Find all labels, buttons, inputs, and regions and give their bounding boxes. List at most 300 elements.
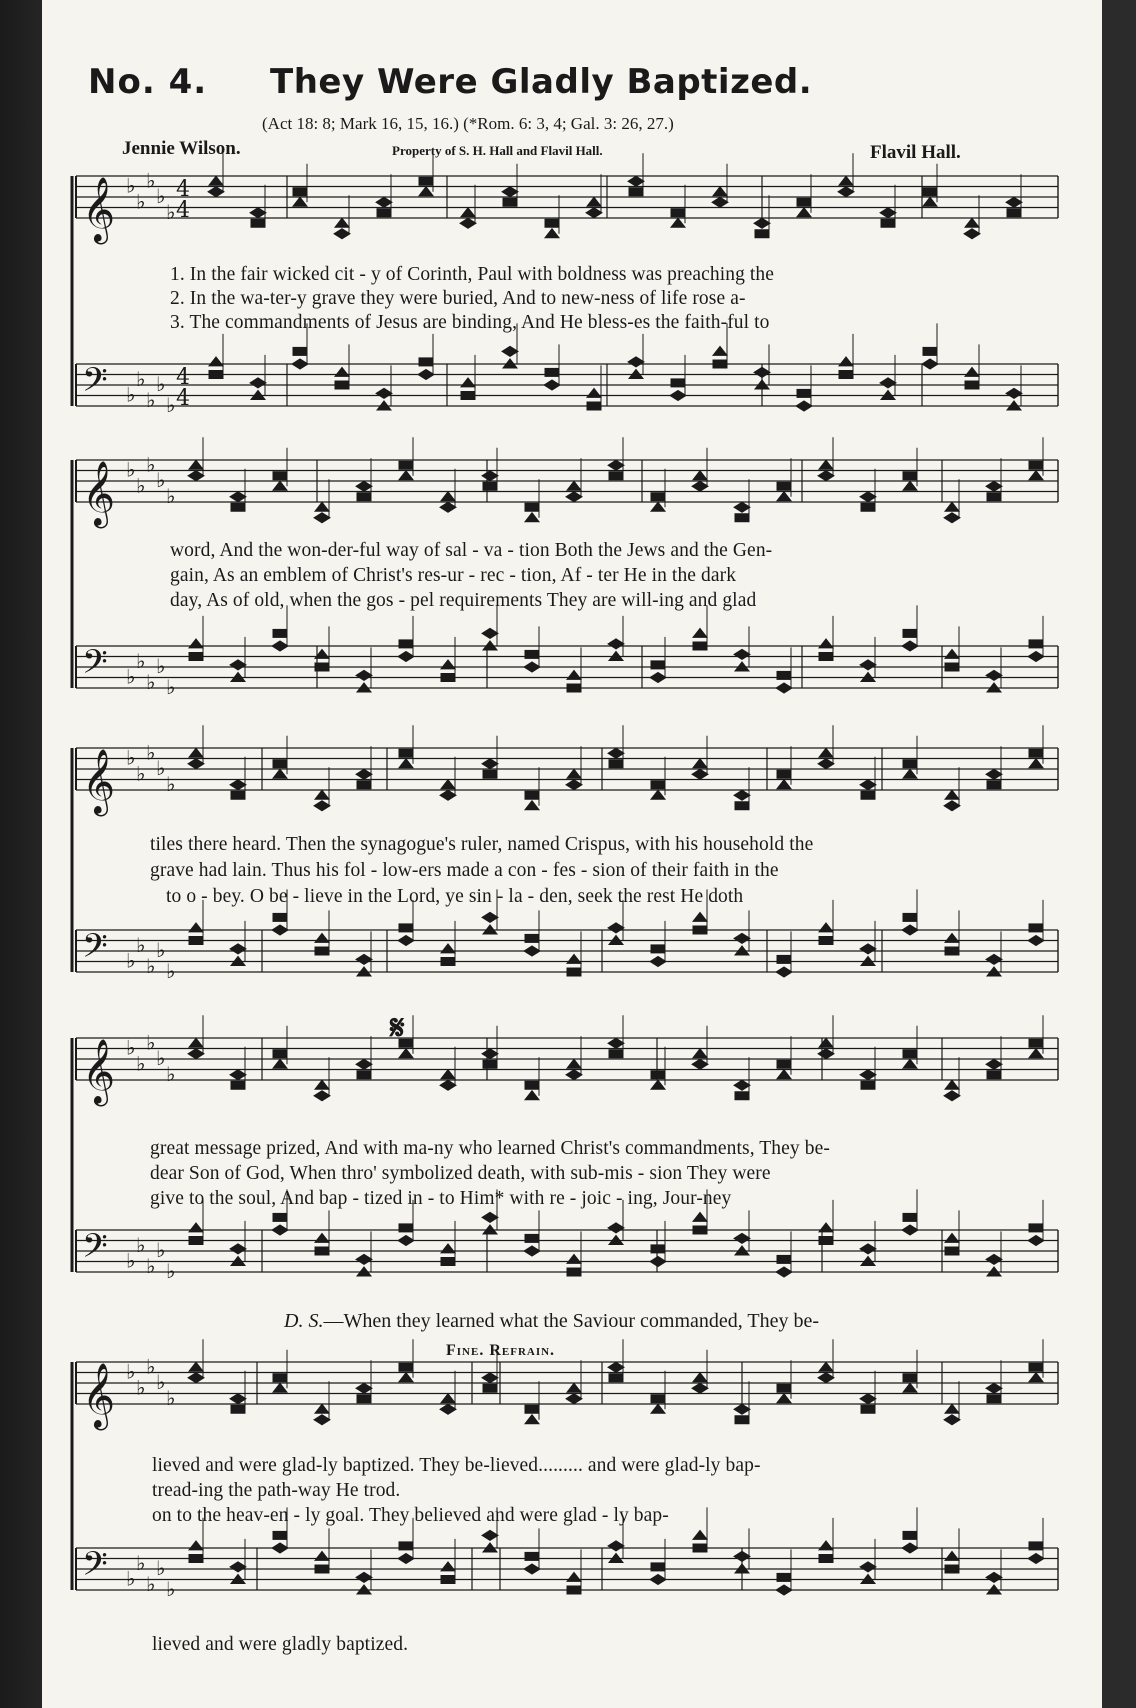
treble-note	[735, 514, 749, 522]
bass-note	[754, 367, 770, 377]
treble-note	[525, 1081, 539, 1089]
treble-note	[483, 1060, 497, 1068]
bass-note	[986, 1572, 1002, 1582]
bass-note	[272, 1225, 288, 1235]
key-flat: ♭	[156, 1370, 166, 1394]
treble-note	[609, 472, 623, 480]
bass-note	[608, 1223, 624, 1233]
bass-note	[1029, 1542, 1043, 1550]
bass-note	[482, 912, 498, 922]
treble-note	[356, 769, 372, 779]
treble-note	[692, 769, 708, 779]
treble-note	[903, 472, 917, 480]
bass-note	[398, 652, 414, 662]
lyric-line-s5-v2: tread-ing the path-way He trod.	[152, 1480, 401, 1501]
treble-note	[273, 1383, 287, 1392]
bass-note	[315, 1551, 329, 1560]
treble-note	[273, 760, 287, 768]
treble-clef: 𝄞	[82, 177, 116, 242]
key-flat: ♭	[136, 1232, 146, 1257]
treble-note	[567, 769, 581, 778]
key-flat: ♭	[156, 756, 166, 780]
treble-note	[860, 1394, 876, 1404]
treble-note	[399, 471, 413, 480]
treble-note	[566, 1070, 582, 1080]
key-flat: ♭	[146, 168, 156, 193]
key-flat: ♭	[166, 1259, 176, 1283]
treble-note	[903, 769, 917, 778]
key-flat: ♭	[146, 387, 156, 412]
treble-note	[735, 802, 749, 810]
treble-note	[987, 1395, 1001, 1403]
treble-note	[189, 460, 203, 469]
treble-note	[399, 461, 413, 469]
key-flat: ♭	[126, 948, 136, 973]
treble-note	[376, 197, 392, 207]
bass-note	[399, 924, 413, 932]
bass-note	[922, 359, 938, 369]
key-flat: ♭	[126, 457, 136, 482]
bass-note	[567, 1268, 581, 1276]
treble-note	[609, 1374, 623, 1382]
bass-clef: 𝄢	[82, 927, 108, 974]
bass-note	[315, 663, 329, 671]
bass-note	[398, 1236, 414, 1246]
bass-note	[482, 1212, 498, 1222]
treble-note	[525, 791, 539, 799]
bass-note	[399, 640, 413, 648]
treble-note	[903, 481, 917, 490]
treble-note	[314, 1091, 330, 1101]
treble-note	[944, 1091, 960, 1101]
treble-note	[441, 1070, 455, 1079]
treble-note	[903, 1059, 917, 1068]
treble-note	[273, 472, 287, 480]
bass-note	[797, 389, 811, 397]
treble-note	[189, 748, 203, 757]
key-flat: ♭	[126, 173, 136, 198]
treble-note	[273, 1050, 287, 1058]
composer: Flavil Hall.	[870, 142, 961, 163]
final-lyric-line: lieved and were gladly baptized.	[152, 1634, 409, 1655]
treble-note	[566, 492, 582, 502]
treble-note	[777, 482, 791, 490]
bass-note	[1029, 640, 1043, 648]
key-flat: ♭	[126, 1248, 136, 1273]
treble-note	[231, 1081, 245, 1089]
lyric-line-s3-v3: to o - bey. O be - lieve in the Lord, ye sin - la - den, seek the rest He doth	[166, 886, 744, 907]
treble-note	[777, 770, 791, 778]
treble-note	[419, 177, 433, 185]
treble-note	[777, 1384, 791, 1392]
bass-note	[860, 660, 876, 670]
bass-note	[902, 1225, 918, 1235]
key-flat: ♭	[146, 1253, 156, 1278]
treble-note	[545, 229, 559, 238]
treble-note	[440, 1404, 456, 1414]
treble-note	[441, 780, 455, 789]
bass-note	[608, 639, 624, 649]
treble-note	[945, 1080, 959, 1089]
bass-note	[441, 1244, 455, 1253]
bass-note	[230, 1244, 246, 1254]
treble-note	[735, 1416, 749, 1424]
treble-note	[461, 208, 475, 217]
treble-note	[357, 781, 371, 789]
bass-note	[945, 1247, 959, 1255]
treble-note	[525, 1091, 539, 1100]
bass-note	[1028, 1236, 1044, 1246]
treble-note	[545, 219, 559, 227]
treble-note	[819, 1362, 833, 1371]
bass-note	[819, 639, 833, 648]
treble-note	[503, 198, 517, 206]
bass-note	[1028, 652, 1044, 662]
bass-note	[860, 944, 876, 954]
treble-note	[860, 1070, 876, 1080]
bass-note	[524, 1564, 540, 1574]
bass-note	[734, 1551, 750, 1561]
treble-note	[419, 187, 433, 196]
treble-note	[188, 1049, 204, 1059]
key-flat: ♭	[146, 452, 156, 477]
bass-note	[776, 1267, 792, 1277]
bass-note	[693, 926, 707, 934]
key-flat: ♭	[136, 1375, 146, 1400]
treble-note	[230, 1070, 246, 1080]
treble-note	[231, 503, 245, 511]
treble-note	[315, 1080, 329, 1089]
bass-note	[273, 1213, 287, 1221]
key-flat: ♭	[156, 1556, 166, 1580]
treble-note	[208, 187, 224, 197]
treble-note	[440, 1080, 456, 1090]
treble-note	[1029, 1363, 1043, 1371]
key-flat: ♭	[146, 740, 156, 765]
treble-note	[651, 790, 665, 799]
lyric-line-s2-v1: word, And the won-der-ful way of sal - va - tion Both the Jews and the Gen-	[170, 540, 773, 561]
treble-note	[377, 209, 391, 217]
bass-note	[945, 1233, 959, 1242]
treble-note	[712, 197, 728, 207]
treble-note	[357, 1395, 371, 1403]
treble-note	[693, 1373, 707, 1382]
bass-note	[819, 1555, 833, 1563]
treble-note	[482, 759, 498, 769]
treble-note	[441, 492, 455, 501]
key-flat: ♭	[136, 1051, 146, 1076]
treble-note	[567, 1059, 581, 1068]
bass-clef: 𝄢	[82, 1545, 108, 1592]
bass-note	[734, 1233, 750, 1243]
treble-note	[692, 1383, 708, 1393]
lyric-line-s1-v3: 3. The commandments of Jesus are binding, And He bless-es the faith-ful to	[170, 312, 770, 333]
bass-note	[608, 923, 624, 933]
hymn-number: No. 4.	[88, 62, 208, 102]
treble-note	[273, 1374, 287, 1382]
bass-note	[315, 1247, 329, 1255]
bass-note	[693, 912, 707, 921]
bass-note	[986, 954, 1002, 964]
bass-note	[567, 1586, 581, 1594]
copyright-notice: Property of S. H. Hall and Flavil Hall.	[392, 143, 603, 158]
treble-note	[314, 1415, 330, 1425]
treble-clef: 𝄞	[82, 461, 116, 526]
bass-note	[651, 1245, 665, 1253]
treble-note	[525, 801, 539, 810]
key-flat: ♭	[136, 648, 146, 673]
treble-note	[482, 1373, 498, 1383]
treble-note	[293, 188, 307, 196]
treble-note	[189, 1362, 203, 1371]
treble-note	[399, 1373, 413, 1382]
time-sig-top: 4	[176, 177, 190, 202]
bass-note	[399, 1224, 413, 1232]
treble-note	[945, 502, 959, 511]
bass-note	[839, 357, 853, 366]
key-flat: ♭	[146, 1354, 156, 1379]
key-flat: ♭	[166, 199, 176, 224]
treble-note	[250, 208, 266, 218]
bass-note	[441, 944, 455, 953]
bass-note	[819, 937, 833, 945]
treble-note	[777, 780, 791, 789]
bass-clef: 𝄢	[82, 361, 108, 408]
treble-note	[482, 471, 498, 481]
treble-note	[209, 176, 223, 185]
bass-note	[965, 367, 979, 376]
treble-clef: 𝄞	[82, 1039, 116, 1104]
treble-note	[651, 1080, 665, 1089]
treble-note	[923, 188, 937, 196]
treble-note	[587, 197, 601, 206]
treble-note	[628, 176, 644, 186]
treble-note	[903, 1050, 917, 1058]
key-flat: ♭	[156, 372, 166, 396]
treble-note	[945, 790, 959, 799]
bass-note	[945, 1551, 959, 1560]
bass-note	[693, 1544, 707, 1552]
treble-note	[693, 759, 707, 768]
bass-note	[441, 1562, 455, 1571]
key-flat: ♭	[126, 1359, 136, 1384]
bass-note	[903, 629, 917, 637]
bass-note	[777, 671, 791, 679]
treble-note	[819, 460, 833, 469]
bass-note	[945, 649, 959, 658]
bass-note	[356, 670, 372, 680]
key-flat: ♭	[156, 938, 166, 962]
bass-note	[441, 674, 455, 682]
treble-note	[987, 493, 1001, 501]
treble-note	[566, 780, 582, 790]
treble-note	[315, 502, 329, 511]
time-sig-bottom: 4	[176, 386, 190, 411]
treble-note	[754, 218, 770, 228]
bass-note	[986, 670, 1002, 680]
treble-note	[838, 187, 854, 197]
treble-note	[818, 1373, 834, 1383]
bass-note	[441, 660, 455, 669]
treble-note	[881, 219, 895, 227]
bass-note	[315, 1565, 329, 1573]
bass-note	[903, 913, 917, 921]
treble-note	[735, 1092, 749, 1100]
treble-note	[945, 1404, 959, 1413]
ds-line: D. S.—When they learned what the Saviour commanded, They be-	[284, 1310, 820, 1332]
bass-note	[567, 968, 581, 976]
bass-note	[734, 933, 750, 943]
treble-note	[1029, 1039, 1043, 1047]
lyric-line-s1-v2: 2. In the wa-ter-y grave they were buried, And to new-ness of life rose a-	[170, 288, 746, 309]
treble-note	[502, 187, 518, 197]
treble-note	[608, 748, 624, 758]
treble-note	[230, 780, 246, 790]
treble-note	[356, 1383, 372, 1393]
key-flat: ♭	[146, 669, 156, 694]
bass-note	[189, 1541, 203, 1550]
treble-note	[230, 492, 246, 502]
treble-note	[273, 481, 287, 490]
treble-clef: 𝄞	[82, 1363, 116, 1428]
bass-note	[524, 662, 540, 672]
key-flat: ♭	[136, 473, 146, 498]
treble-note	[671, 209, 685, 217]
key-flat: ♭	[166, 771, 176, 796]
treble-note	[944, 801, 960, 811]
bass-note	[525, 650, 539, 658]
bass-note	[923, 347, 937, 355]
treble-note	[965, 218, 979, 227]
treble-note	[566, 1394, 582, 1404]
treble-note	[586, 208, 602, 218]
bass-note	[945, 947, 959, 955]
bass-note	[986, 1254, 1002, 1264]
lyric-line-s3-v2: grave had lain. Thus his fol - low-ers made a con - fes - sion of their faith in the	[150, 860, 779, 881]
bass-note	[651, 661, 665, 669]
treble-note	[315, 1404, 329, 1413]
bass-note	[545, 368, 559, 376]
bass-note	[315, 933, 329, 942]
treble-note	[399, 759, 413, 768]
treble-note	[693, 1049, 707, 1058]
bass-note	[441, 1258, 455, 1266]
treble-note	[860, 492, 876, 502]
treble-note	[356, 481, 372, 491]
treble-note	[483, 770, 497, 778]
bass-note	[651, 945, 665, 953]
treble-note	[923, 197, 937, 206]
bass-note	[713, 346, 727, 355]
bass-note	[777, 1573, 791, 1581]
treble-note	[1029, 471, 1043, 480]
bass-note	[819, 923, 833, 932]
treble-note	[861, 791, 875, 799]
bass-note	[315, 1233, 329, 1242]
bass-note	[693, 1212, 707, 1221]
bass-note	[209, 371, 223, 379]
treble-note	[483, 482, 497, 490]
time-sig-bottom: 4	[176, 198, 190, 223]
treble-note	[692, 481, 708, 491]
bass-note	[693, 642, 707, 650]
bass-note	[587, 402, 601, 410]
treble-note	[1029, 759, 1043, 768]
treble-note	[609, 760, 623, 768]
bass-note	[441, 958, 455, 966]
treble-note	[777, 1394, 791, 1403]
bass-note	[651, 1563, 665, 1571]
treble-note	[734, 502, 750, 512]
treble-note	[651, 1071, 665, 1079]
treble-note	[818, 759, 834, 769]
treble-note	[314, 801, 330, 811]
treble-note	[818, 1049, 834, 1059]
bass-note	[398, 1554, 414, 1564]
bass-note	[525, 1234, 539, 1242]
bass-note	[670, 391, 686, 401]
treble-note	[903, 1383, 917, 1392]
bass-note	[419, 358, 433, 366]
bass-note	[945, 1565, 959, 1573]
treble-note	[903, 1374, 917, 1382]
treble-note	[986, 1383, 1002, 1393]
treble-note	[693, 471, 707, 480]
treble-note	[944, 1415, 960, 1425]
sheet-music-page	[42, 0, 1102, 1708]
bass-note	[315, 947, 329, 955]
treble-note	[629, 188, 643, 196]
time-sig-top: 4	[176, 365, 190, 390]
key-flat: ♭	[166, 393, 176, 417]
treble-note	[460, 218, 476, 228]
treble-note	[399, 1049, 413, 1058]
bass-note	[524, 1246, 540, 1256]
key-flat: ♭	[146, 953, 156, 978]
bass-note	[356, 954, 372, 964]
bass-note	[650, 957, 666, 967]
lyric-line-s5-v3: on to the heav-en - ly goal. They believed and were glad - ly bap-	[152, 1505, 669, 1526]
lyric-line-s2-v3: day, As of old, when the gos - pel requirements They are will-ing and glad	[170, 590, 757, 611]
bass-note	[502, 346, 518, 356]
bass-note	[356, 1254, 372, 1264]
bass-note	[776, 967, 792, 977]
bass-note	[293, 347, 307, 355]
treble-note	[609, 1050, 623, 1058]
key-flat: ♭	[166, 675, 176, 699]
treble-note	[713, 187, 727, 196]
bass-note	[567, 1254, 581, 1263]
bass-note	[230, 944, 246, 954]
treble-note	[692, 1059, 708, 1069]
bass-note	[819, 1223, 833, 1232]
bass-note	[230, 660, 246, 670]
treble-note	[734, 1404, 750, 1414]
key-flat: ♭	[136, 366, 146, 391]
treble-note	[818, 471, 834, 481]
bass-note	[525, 934, 539, 942]
treble-note	[357, 493, 371, 501]
bass-note	[399, 1542, 413, 1550]
treble-note	[608, 1362, 624, 1372]
segno-sign: 𝄋	[390, 1010, 405, 1047]
key-flat: ♭	[126, 1566, 136, 1591]
treble-note	[987, 781, 1001, 789]
treble-note	[861, 1081, 875, 1089]
treble-note	[671, 218, 685, 227]
treble-note	[567, 1383, 581, 1392]
treble-note	[525, 1405, 539, 1413]
